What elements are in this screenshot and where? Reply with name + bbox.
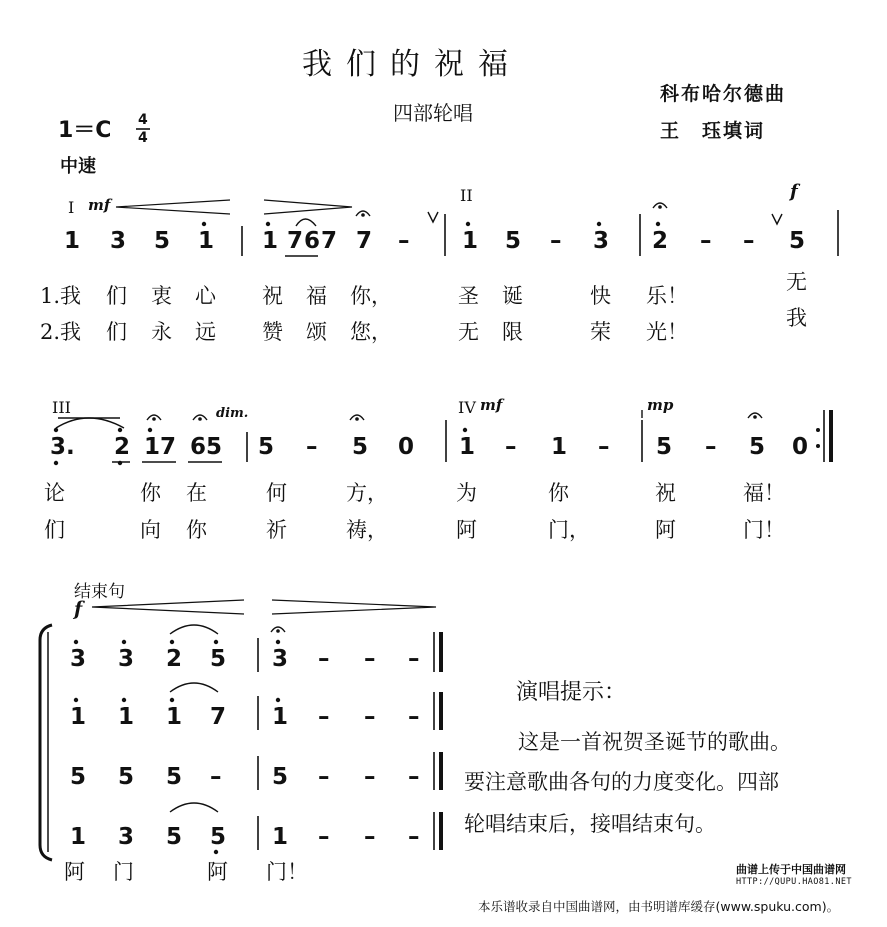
note: 5 <box>210 824 227 850</box>
note: 1 <box>70 824 87 850</box>
lyric: 何 <box>266 481 287 505</box>
lyric: 福 <box>306 284 327 308</box>
lyric: 祝 <box>655 481 676 505</box>
lyric: 您， <box>350 320 392 344</box>
note: 5 <box>505 228 522 254</box>
note: 5 <box>352 434 369 460</box>
dynamic-dim: dim. <box>216 406 249 421</box>
key-signature: 1＝C <box>58 118 112 143</box>
lyric: 你 <box>186 518 207 542</box>
note: 3 <box>118 646 135 672</box>
note: 2 <box>652 228 669 254</box>
note-dash: – <box>408 704 420 730</box>
note: 3 <box>593 228 610 254</box>
lyric: 永 <box>151 320 172 344</box>
note: 5 <box>272 764 289 790</box>
note-dash: – <box>364 646 376 672</box>
bar-lines <box>242 210 838 850</box>
note: 5 <box>656 434 673 460</box>
section-markers <box>58 410 642 418</box>
lyric: 祝 <box>262 284 283 308</box>
lyric: 福！ <box>743 481 785 505</box>
note: 5 <box>210 646 227 672</box>
lyric: 你， <box>350 284 392 308</box>
note-dash: – <box>408 824 420 850</box>
lyric: 我 <box>786 306 807 330</box>
slurs <box>56 219 316 812</box>
lyric: 祈 <box>266 518 287 542</box>
note: 1 <box>198 228 215 254</box>
dynamic-f: f <box>790 181 798 202</box>
lyric: 限 <box>502 320 523 344</box>
note: 1 <box>70 704 87 730</box>
note: 2 <box>166 646 183 672</box>
lyric: 阿 <box>64 860 85 884</box>
lyric: 向 <box>140 518 161 542</box>
hairpins <box>92 200 436 614</box>
note-dash: – <box>700 228 712 254</box>
note: 1 <box>272 704 289 730</box>
time-signature-top: 4 <box>138 112 148 128</box>
lyric: 阿 <box>655 518 676 542</box>
lyric: 论 <box>44 481 65 505</box>
note: 1 <box>262 228 279 254</box>
note-dash: – <box>408 764 420 790</box>
note-dash: – <box>210 764 222 790</box>
section-label-4: IV <box>458 398 476 417</box>
breath-marks <box>428 212 782 224</box>
lyric: 心 <box>195 284 216 308</box>
lyric: 赞 <box>262 320 283 344</box>
note: 6 <box>304 228 321 254</box>
note: 5 <box>258 434 275 460</box>
lyric: 2.我 <box>40 320 82 344</box>
section-label-1: I <box>68 198 75 217</box>
lyric: 们 <box>106 320 127 344</box>
dynamic-mf: mf <box>480 396 503 414</box>
section-label-2: II <box>460 186 473 205</box>
note: 3 <box>110 228 127 254</box>
note: 0 <box>398 434 415 460</box>
note: 7 <box>321 228 338 254</box>
note-dash: – <box>550 228 562 254</box>
note: 3 <box>118 824 135 850</box>
note-dash: – <box>364 764 376 790</box>
note: 3 <box>272 646 289 672</box>
note-dash: – <box>505 434 517 460</box>
lyric: 衷 <box>151 284 172 308</box>
lyric: 你 <box>140 481 161 505</box>
beam-lines <box>112 256 318 462</box>
note: 7 <box>210 704 227 730</box>
note: 0 <box>792 434 809 460</box>
note: 5 <box>789 228 806 254</box>
note-dash: – <box>318 646 330 672</box>
note: 7 <box>160 434 177 460</box>
lyricist-credit: 王 珏填词 <box>660 120 766 142</box>
note: 5 <box>166 824 183 850</box>
lyric: 门！ <box>743 518 785 542</box>
lyric: 光！ <box>646 320 688 344</box>
tips-line: 轮唱结束后，接唱结束句。 <box>464 812 716 836</box>
lyric: 门！ <box>266 860 308 884</box>
song-title: 我们的祝福 <box>302 47 522 82</box>
note: 7 <box>287 228 304 254</box>
song-subtitle: 四部轮唱 <box>393 101 473 125</box>
note-dash: – <box>318 764 330 790</box>
note: 1 <box>272 824 289 850</box>
note-dash: – <box>408 646 420 672</box>
system-bracket <box>40 625 52 860</box>
note: 3 <box>70 646 87 672</box>
lyric: 们 <box>44 518 65 542</box>
note: 6 <box>190 434 207 460</box>
fermatas <box>147 203 762 632</box>
note: 1 <box>144 434 161 460</box>
lyric: 阿 <box>456 518 477 542</box>
footer-note: 本乐谱收录自中国曲谱网，由书明谱库缓存(www.spuku.com)。 <box>478 899 840 914</box>
dynamic-mp: mp <box>647 396 674 414</box>
lyric: 门 <box>113 860 134 884</box>
fermata-dots <box>152 205 757 633</box>
lyric: 快 <box>590 284 611 308</box>
lyric: 1.我 <box>40 284 82 308</box>
note-dash: – <box>705 434 717 460</box>
watermark-text: 曲谱上传于中国曲谱网 <box>736 863 846 876</box>
time-signature-bottom: 4 <box>138 130 148 146</box>
note: 5 <box>206 434 223 460</box>
octave-dots <box>54 222 660 854</box>
note-dash: – <box>318 824 330 850</box>
lyric: 无 <box>458 320 479 344</box>
note: 5 <box>749 434 766 460</box>
lyric: 颂 <box>306 320 327 344</box>
note-dash: – <box>743 228 755 254</box>
note: 1 <box>459 434 476 460</box>
tempo-marking: 中速 <box>60 156 96 177</box>
note-dash: – <box>398 228 410 254</box>
note: 2 <box>114 434 131 460</box>
lyric: 无 <box>786 270 807 294</box>
note: 1 <box>551 434 568 460</box>
note: 1 <box>118 704 135 730</box>
dynamic-mf: mf <box>88 196 111 214</box>
note-dash: – <box>306 434 318 460</box>
lyric: 诞 <box>502 284 523 308</box>
note: 1 <box>166 704 183 730</box>
lyric: 在 <box>186 481 207 505</box>
note-dash: – <box>318 704 330 730</box>
note: 5 <box>154 228 171 254</box>
lyric: 祷， <box>346 518 388 542</box>
lyric: 阿 <box>207 860 228 884</box>
dynamic-f: f <box>74 598 83 620</box>
section-label-3: III <box>52 398 71 417</box>
note: 1 <box>64 228 81 254</box>
lyric: 为 <box>456 481 477 505</box>
lyric: 们 <box>106 284 127 308</box>
lyric: 圣 <box>458 284 479 308</box>
note: 5 <box>166 764 183 790</box>
composer-credit: 科布哈尔德曲 <box>660 83 787 105</box>
lyric: 远 <box>195 320 216 344</box>
note-dash: – <box>364 824 376 850</box>
repeat-dots <box>816 428 820 448</box>
ending-label: 结束句 <box>74 582 125 602</box>
watermark-url: HTTP://QUPU.HAO81.NET <box>736 877 852 887</box>
note: 7 <box>356 228 373 254</box>
tips-line: 这是一首祝贺圣诞节的歌曲。 <box>518 730 791 754</box>
note: 3. <box>50 434 75 460</box>
note-dash: – <box>598 434 610 460</box>
tips-line: 要注意歌曲各句的力度变化。四部 <box>464 770 779 794</box>
lyric: 你 <box>548 481 569 505</box>
note: 1 <box>462 228 479 254</box>
note-dash: – <box>364 704 376 730</box>
note: 5 <box>70 764 87 790</box>
note: 5 <box>118 764 135 790</box>
lyric: 乐！ <box>646 284 688 308</box>
lyric: 荣 <box>590 320 611 344</box>
tips-heading: 演唱提示： <box>516 680 627 705</box>
lyric: 门， <box>548 518 590 542</box>
lyric: 方， <box>346 481 388 505</box>
